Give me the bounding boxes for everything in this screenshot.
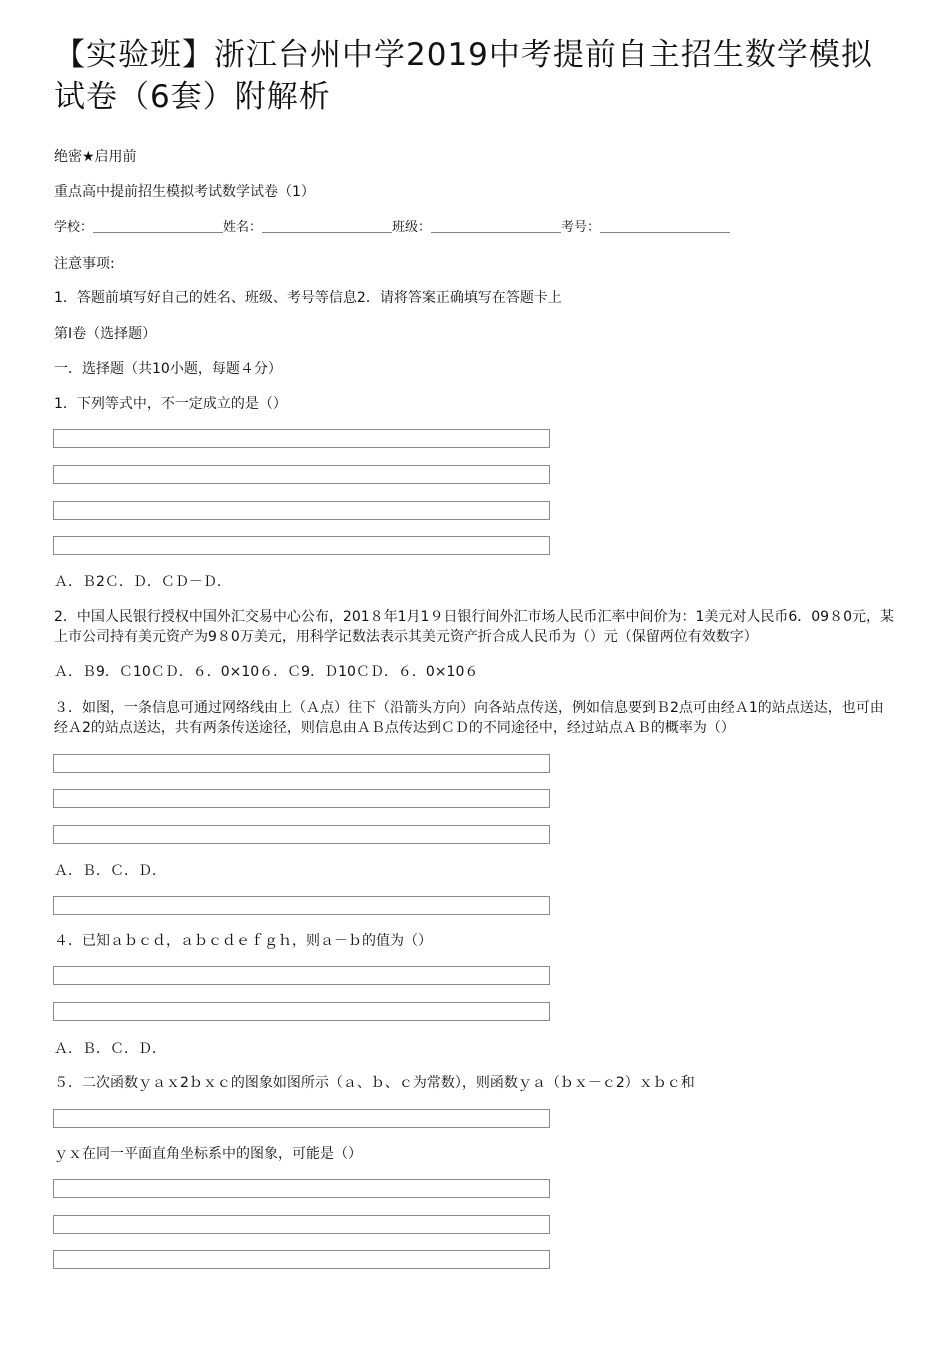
figure-image-placeholder: [53, 1250, 550, 1269]
part-heading: 第Ⅰ卷（选择题）: [54, 326, 157, 342]
exam-title: 重点高中提前招生模拟考试数学试卷（1）: [54, 184, 315, 200]
figure-image-placeholder: [53, 825, 550, 844]
question-2-options: Ａ．Ｂ9．Ｃ10ＣＤ．６．0×10６．Ｃ9．Ｄ10ＣＤ．６．0×10６: [54, 664, 479, 680]
figure-image-placeholder: [53, 754, 550, 773]
question-5-continued: ｙｘ在同一平面直角坐标系中的图象，可能是（）: [54, 1146, 362, 1162]
question-1: 1．下列等式中，不一定成立的是（）: [54, 396, 287, 412]
formula-image-placeholder: [53, 536, 550, 555]
figure-image-placeholder: [53, 1215, 550, 1234]
question-3: ３．如图，一条信息可通过网络线由上（Ａ点）往下（沿箭头方向）向各站点传送，例如信息要到Ｂ2点可由经Ａ1的站点送达，也可由经Ａ2的站点送达，共有两条传送途径，则信息由ＡＢ点传达到ＣＤ的不同途径中，经过站点ＡＢ的概率为（）: [54, 700, 884, 736]
question-4-options: Ａ．Ｂ．Ｃ．Ｄ．: [54, 1041, 166, 1057]
student-info-line: 学校：＿＿＿＿＿＿＿＿＿＿姓名：＿＿＿＿＿＿＿＿＿＿班级：＿＿＿＿＿＿＿＿＿＿考号：＿＿＿＿＿＿＿＿＿＿: [54, 220, 731, 235]
section-heading: 一．选择题（共10小题，每题４分）: [54, 361, 282, 377]
formula-image-placeholder: [53, 1109, 550, 1128]
formula-image-placeholder: [53, 896, 550, 915]
question-3-options: Ａ．Ｂ．Ｃ．Ｄ．: [54, 863, 166, 879]
document-title: 【实验班】浙江台州中学2019中考提前自主招生数学模拟试卷（6套）附解析: [54, 37, 873, 115]
figure-image-placeholder: [53, 789, 550, 808]
question-5: ５．二次函数ｙａｘ2ｂｘｃ的图象如图所示（ａ、ｂ、ｃ为常数），则函数ｙａ（ｂｘ－ｃ2）ｘｂｃ和: [54, 1075, 695, 1091]
formula-image-placeholder: [53, 501, 550, 520]
formula-image-placeholder: [53, 966, 550, 985]
question-4: ４．已知ａｂｃｄ，ａｂｃｄｅｆｇｈ，则ａ－ｂ的值为（）: [54, 933, 432, 949]
secret-label: 绝密★启用前: [54, 149, 137, 165]
figure-image-placeholder: [53, 1179, 550, 1198]
notice-items: 1．答题前填写好自己的姓名、班级、考号等信息2．请将答案正确填写在答题卡上: [54, 290, 562, 306]
notice-heading: 注意事项:: [54, 256, 115, 272]
formula-image-placeholder: [53, 1002, 550, 1021]
question-2: 2．中国人民银行授权中国外汇交易中心公布，201８年1月1９日银行间外汇市场人民币汇率中间价为：1美元对人民币6．09８0元，某上市公司持有美元资产为9８0万美元，用科学记数法表示其美元资产折合成人民币为（）元（保留两位有效数字）: [54, 609, 894, 645]
formula-image-placeholder: [53, 429, 550, 448]
formula-image-placeholder: [53, 465, 550, 484]
question-1-options: Ａ．Ｂ2Ｃ．Ｄ．ＣＤ－Ｄ．: [54, 574, 231, 590]
